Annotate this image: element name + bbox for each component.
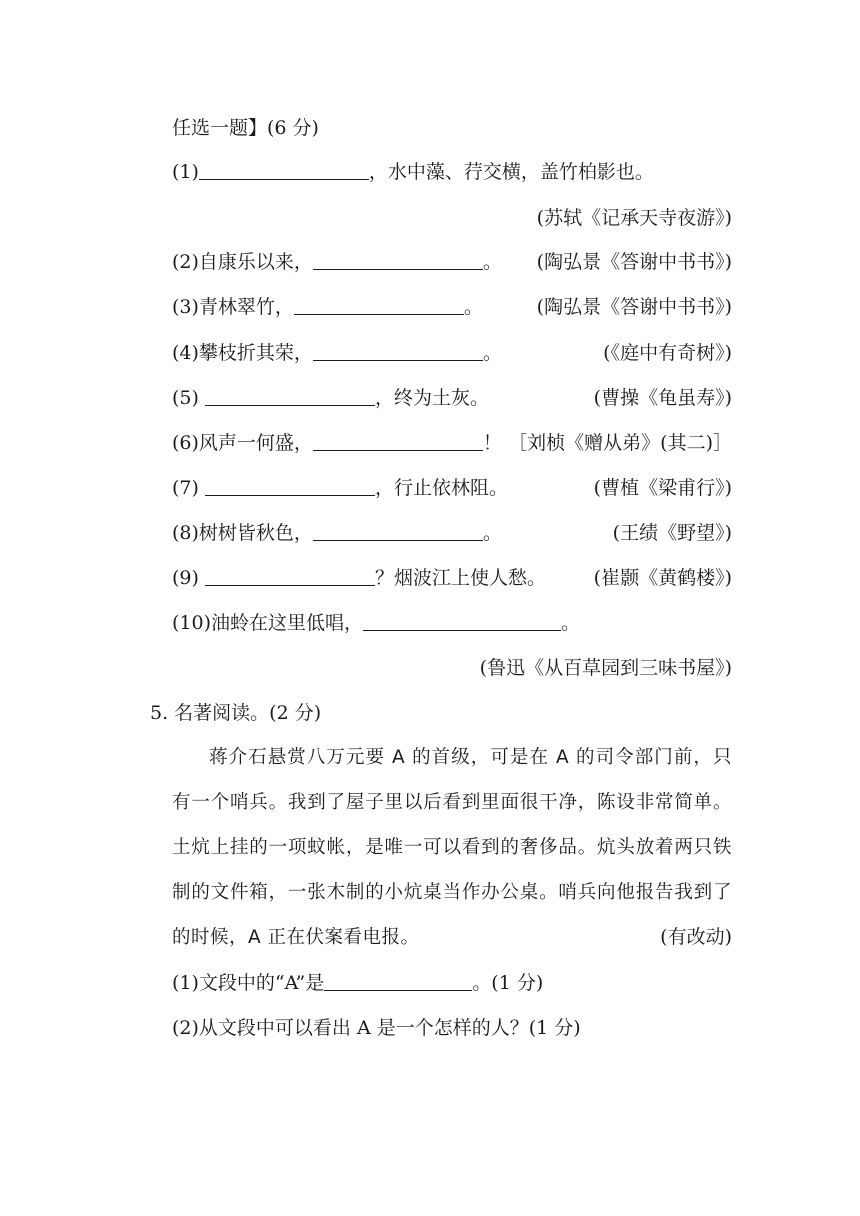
poem-source: (《庭中有奇树》): [603, 342, 732, 364]
poem-suffix: 。: [561, 612, 581, 634]
poem-item-7: [172, 473, 732, 503]
poem-source: (王绩《野望》): [612, 522, 732, 544]
poem-prefix: (7): [172, 477, 205, 499]
passage-note: (有改动): [660, 926, 732, 948]
poem-prefix: (9): [172, 567, 205, 589]
answer-blank[interactable]: [205, 475, 375, 496]
poem-suffix: ？烟波江上使人愁。: [374, 567, 546, 589]
poem-suffix: ，终为土灰。: [374, 387, 489, 409]
question-5-sub-1: (1)文段中的“A”是 。(1 分): [172, 972, 544, 994]
poem-item-9: [172, 563, 732, 593]
poem-suffix: ，行止依林阻。: [374, 477, 508, 499]
poem-item-8: [172, 518, 732, 548]
answer-blank[interactable]: [199, 159, 369, 180]
poem-item-2: [172, 247, 732, 277]
answer-blank[interactable]: [205, 565, 375, 586]
answer-blank[interactable]: [313, 249, 483, 270]
poem-suffix: 。: [463, 296, 483, 318]
poem-prefix: (5): [172, 387, 205, 409]
poem-source: (曹植《梁甫行》): [593, 477, 732, 499]
poem-suffix: 。: [482, 522, 502, 544]
poem-prefix: (8)树树皆秋色，: [172, 522, 313, 544]
poem-source-10: (鲁迅《从百草园到三味书屋》): [479, 657, 732, 679]
answer-blank[interactable]: [313, 430, 483, 451]
reading-passage: [172, 735, 732, 960]
question-5-title: 5. 名著阅读。(2 分): [150, 702, 322, 724]
poem-prefix: (4)攀枝折其荣，: [172, 342, 313, 364]
poem-prefix: (6)风声一何盛，: [172, 432, 313, 454]
poem-source-1: (苏轼《记承天寺夜游》): [536, 207, 732, 229]
poem-source: (陶弘景《答谢中书书》): [536, 296, 732, 318]
poem-item-3: [172, 292, 732, 322]
poem-suffix: 。: [482, 251, 502, 273]
answer-blank[interactable]: [363, 610, 561, 631]
poem-source: (陶弘景《答谢中书书》): [536, 251, 732, 273]
question-instruction-tail: 任选一题】(6 分): [172, 117, 319, 139]
poem-prefix: (2)自康乐以来，: [172, 251, 313, 273]
poem-source: (曹操《龟虽寿》): [593, 387, 732, 409]
poem-prefix: (1): [172, 161, 199, 183]
answer-blank[interactable]: [294, 294, 464, 315]
poem-source: ［刘桢《赠从弟》(其二)］: [508, 432, 732, 454]
poem-item-6: [172, 428, 732, 458]
answer-blank[interactable]: [313, 340, 483, 361]
poem-prefix: (10)油蛉在这里低唱，: [172, 612, 364, 634]
poem-prefix: (3)青林翠竹，: [172, 296, 294, 318]
poem-suffix: 。: [482, 342, 502, 364]
poem-item-4: [172, 338, 732, 368]
answer-blank[interactable]: [324, 970, 472, 991]
poem-suffix: ！: [482, 432, 502, 454]
poem-item-1: [172, 157, 732, 187]
passage-text: 蒋介石悬赏八万元要 A 的首级，可是在 A 的司令部门前，只有一个哨兵。我到了屋子里以后看到里面很干净，陈设非常简单。土炕上挂的一项蚊帐，是唯一可以看到的奢侈品。炕头放着两只铁制的文件箱，一张木制的小炕桌当作办公桌。哨兵向他报告我到了的时候，A 正在伏案看电报。: [172, 747, 732, 948]
answer-blank[interactable]: [313, 520, 483, 541]
poem-item-10: [172, 608, 732, 638]
poem-suffix: ，水中藻、荇交横，盖竹柏影也。: [368, 161, 654, 183]
poem-source: (崔颢《黄鹤楼》): [593, 567, 732, 589]
poem-item-5: [172, 383, 732, 413]
answer-blank[interactable]: [205, 385, 375, 406]
question-5-sub-2: (2)从文段中可以看出 A 是一个怎样的人？(1 分): [172, 1017, 581, 1039]
